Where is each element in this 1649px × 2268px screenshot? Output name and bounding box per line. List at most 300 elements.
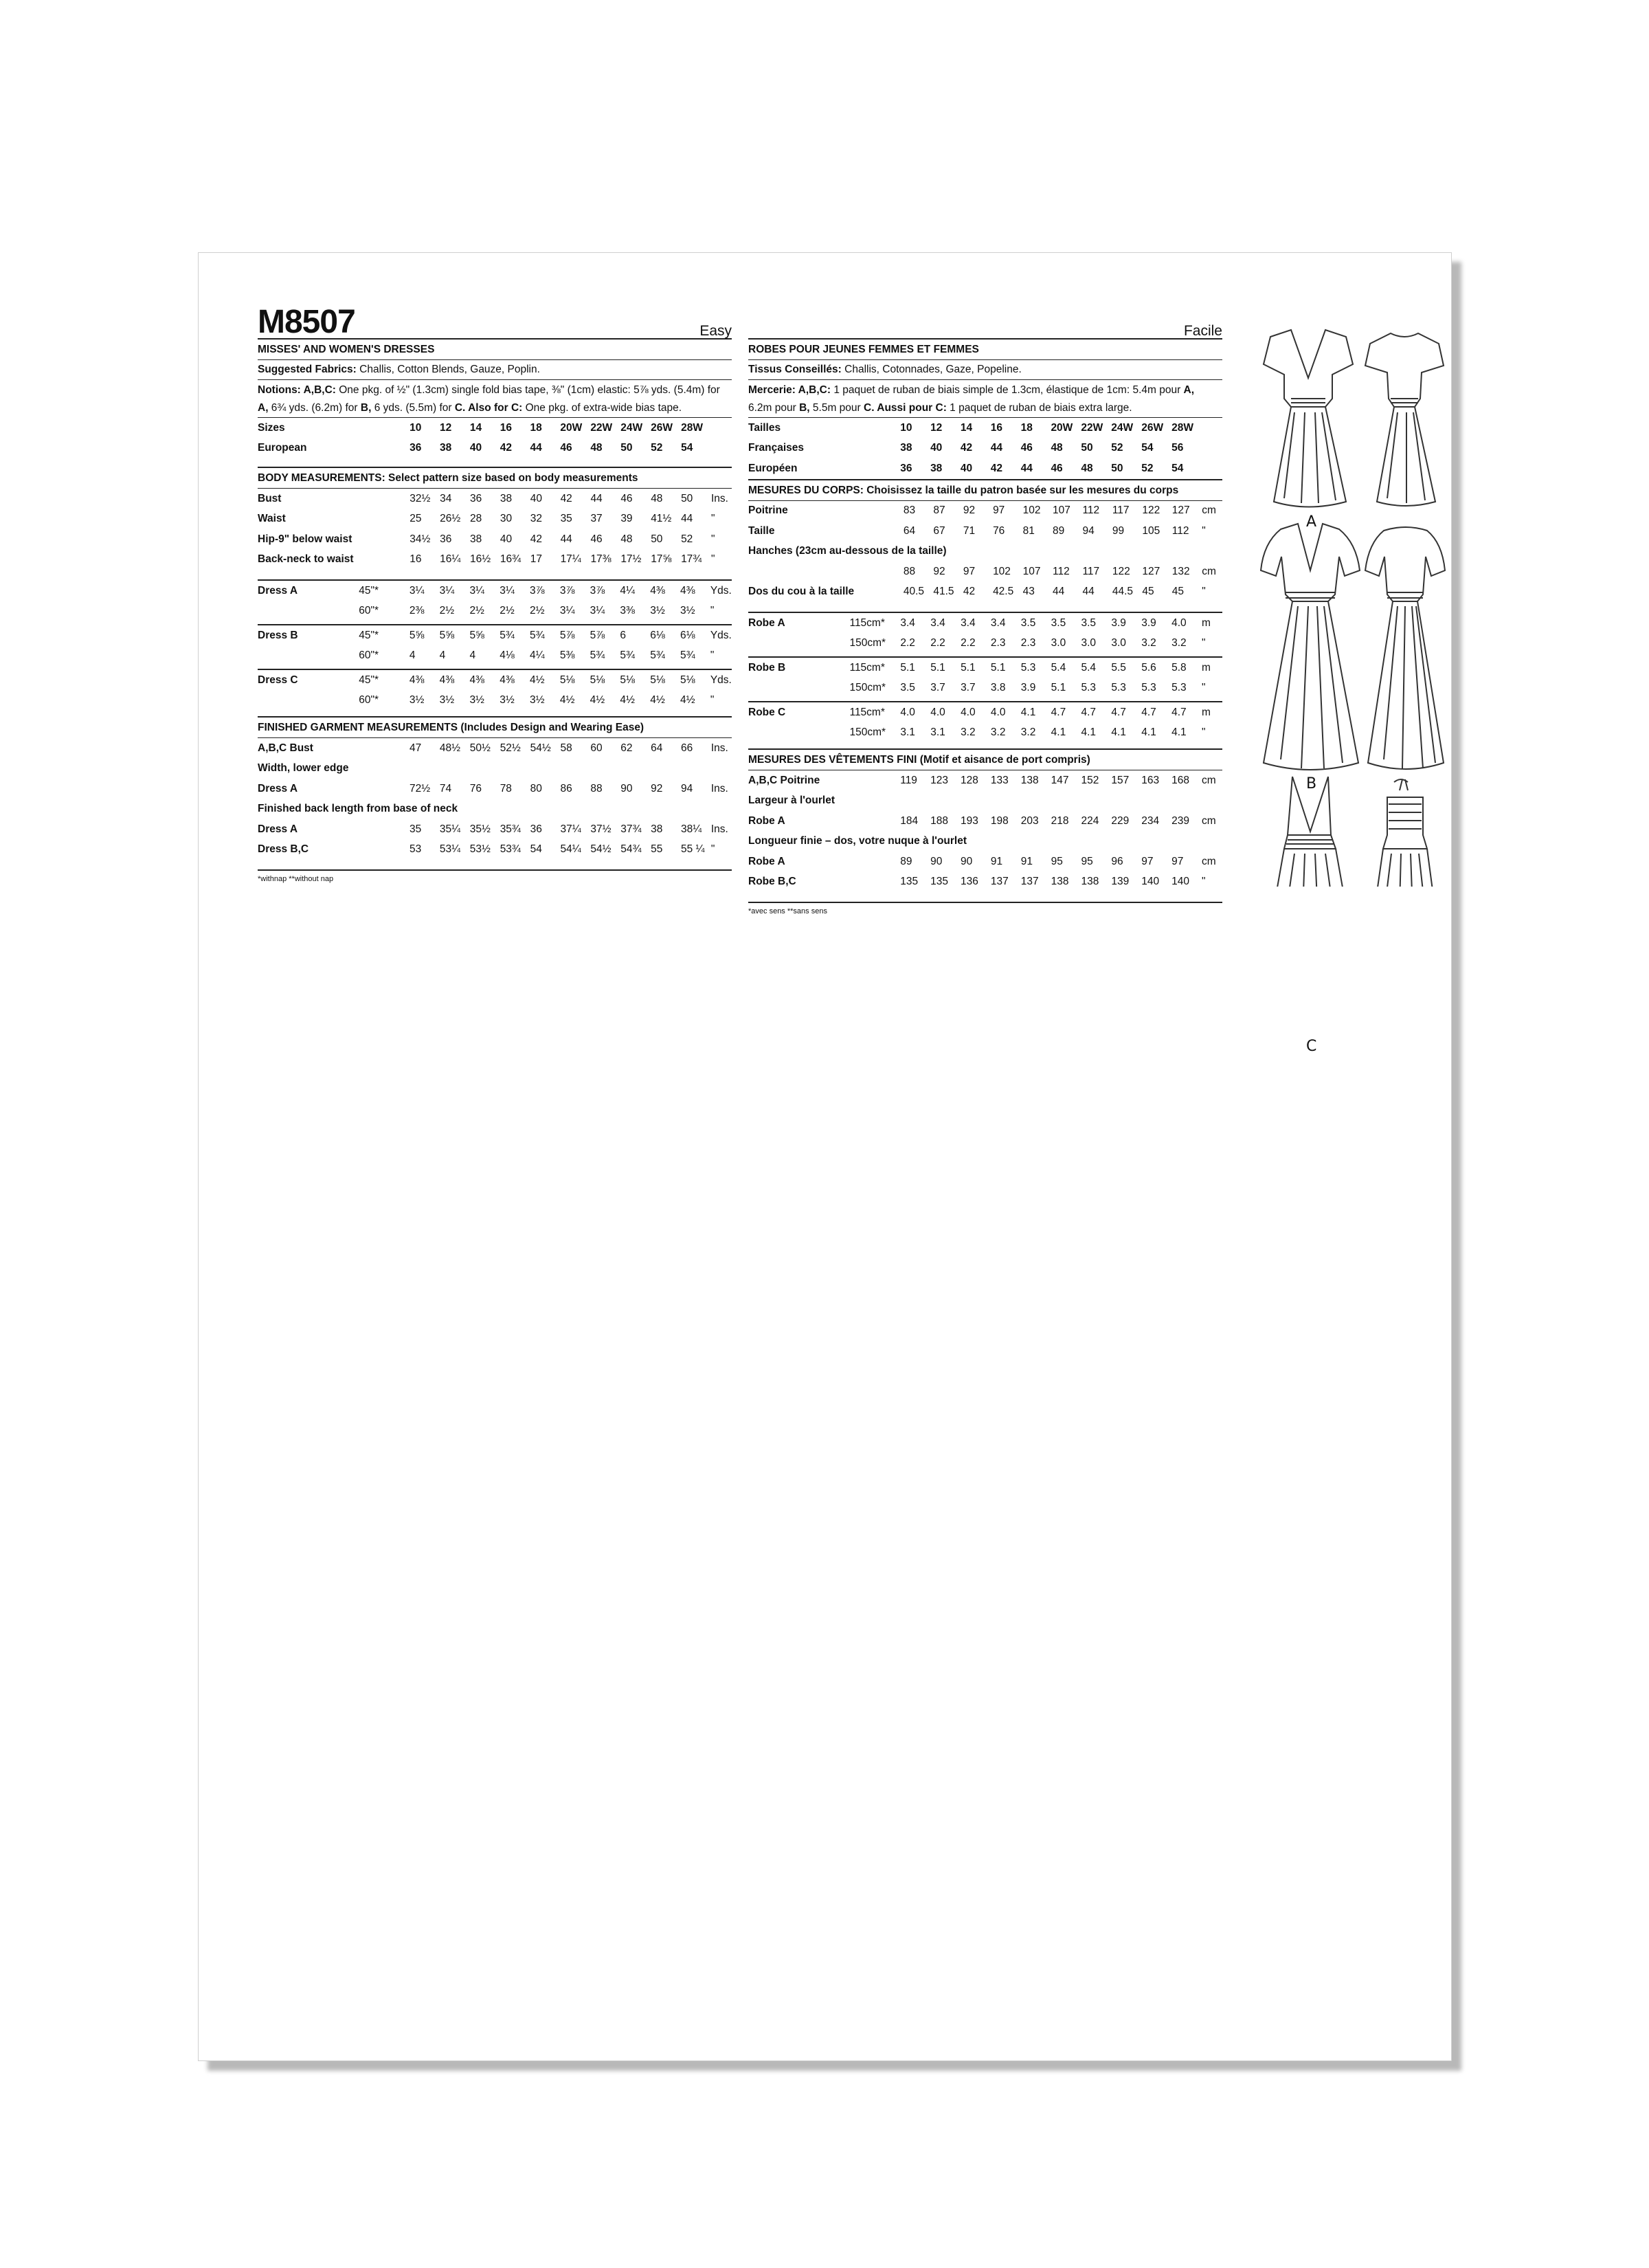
value-cell: 4.7: [1051, 706, 1066, 718]
view-label-c: C: [1306, 1038, 1317, 1055]
value-cell: 5⅞: [559, 629, 575, 641]
value-cell: 184: [900, 814, 919, 827]
view-b-back-drawing: [1365, 527, 1445, 769]
table-row: [258, 646, 732, 667]
yardage-table: [258, 670, 732, 711]
unit-cell: Ins.: [710, 823, 728, 835]
spacer-cell: [850, 458, 901, 479]
row-label: A,B,C Poitrine: [748, 774, 820, 786]
value-cell: 78: [500, 782, 512, 794]
value-cell: 119: [900, 774, 917, 786]
value-cell: 3.0: [1081, 637, 1097, 649]
value-cell: 26½: [440, 513, 461, 525]
value-cell: 6⅛: [650, 629, 665, 641]
value-cell: 2½: [500, 605, 515, 617]
value-cell: 3.0: [1051, 637, 1066, 649]
value-cell: 50: [1081, 442, 1093, 454]
value-cell: 2.2: [961, 637, 976, 649]
pattern-sheet: [198, 252, 1452, 2061]
spacer-cell: [359, 438, 410, 459]
value-cell: 5.1: [961, 661, 976, 674]
value-cell: 234: [1141, 814, 1160, 827]
value-cell: 92: [651, 782, 663, 794]
value-cell: 18: [1020, 421, 1033, 434]
value-cell: 44.5: [1112, 586, 1133, 598]
value-cell: 72½: [410, 782, 431, 794]
value-cell: 35: [560, 513, 572, 525]
value-cell: 53½: [469, 843, 491, 856]
unit-cell: Yds.: [710, 674, 732, 686]
fabric-width-cell: 150cm*: [849, 682, 886, 694]
value-cell: 4.7: [1081, 706, 1097, 718]
unit-cell: m: [1201, 616, 1211, 629]
value-cell: 4.0: [900, 706, 915, 718]
view-a-front-drawing: [1264, 330, 1353, 507]
value-cell: 4.1: [1111, 726, 1126, 739]
unit-cell: cm: [1202, 504, 1216, 517]
value-cell: 37¼: [560, 823, 581, 835]
value-cell: 4.0: [1171, 616, 1187, 629]
table-row: [748, 438, 1222, 459]
table-row: [258, 601, 732, 622]
value-cell: 4⅜: [409, 674, 425, 686]
table-row: [748, 770, 1222, 791]
value-cell: 3.1: [930, 726, 945, 739]
value-cell: 3.4: [930, 616, 945, 629]
value-cell: 3¼: [469, 584, 484, 597]
value-cell: 24W: [620, 421, 643, 434]
value-cell: 36: [530, 823, 542, 835]
value-cell: 44: [990, 442, 1002, 454]
value-cell: 5⅜: [559, 649, 575, 662]
footnote: *withnap **without nap: [258, 875, 334, 883]
spacer-cell: [854, 521, 904, 542]
table-row: [748, 418, 1222, 438]
value-cell: 38: [930, 462, 943, 474]
value-cell: 88: [903, 565, 916, 577]
finished-measurements-table: [258, 738, 732, 860]
value-cell: 55 ¼: [680, 843, 705, 856]
fabric-width-cell: 115cm*: [849, 706, 885, 718]
value-cell: 50½: [469, 742, 491, 754]
value-cell: 3.7: [930, 682, 945, 694]
value-cell: 32: [530, 513, 543, 525]
value-cell: 37¾: [620, 823, 642, 835]
value-cell: 90: [620, 782, 633, 794]
value-cell: 17¼: [560, 553, 581, 566]
value-cell: 12: [440, 421, 452, 434]
value-cell: 20W: [1051, 421, 1073, 434]
table-row: [258, 819, 732, 840]
table-row: [258, 418, 732, 438]
value-cell: 4.1: [1020, 706, 1036, 718]
value-cell: 3.5: [1081, 616, 1097, 629]
value-cell: 52: [1141, 462, 1154, 474]
footnote-fr: *avec sens **sans sens: [748, 907, 827, 915]
spacer-cell: [711, 438, 732, 459]
value-cell: 17½: [620, 553, 642, 566]
value-cell: 193: [960, 814, 978, 827]
row-label: [748, 634, 849, 654]
value-cell: 54: [681, 442, 693, 454]
value-cell: 4⅛: [500, 649, 515, 662]
body-measurements-heading: BODY MEASUREMENTS: Select pattern size based on body measurements: [258, 472, 638, 484]
value-cell: 107: [1022, 565, 1041, 577]
value-cell: 112: [1171, 524, 1189, 537]
value-cell: 3½: [500, 694, 515, 707]
value-cell: 99: [1112, 524, 1125, 537]
yardage-section: [258, 579, 732, 716]
value-cell: 26W: [651, 421, 673, 434]
unit-cell: m: [1201, 706, 1211, 718]
value-cell: 17: [530, 553, 543, 566]
value-cell: 5.3: [1111, 682, 1126, 694]
view-drawings: [1243, 323, 1449, 1120]
row-label: [258, 601, 359, 622]
table-row: [258, 581, 732, 601]
yardage-table: [748, 658, 1222, 698]
value-cell: 28W: [1171, 421, 1193, 434]
value-cell: 40: [530, 492, 543, 504]
fabric-width-cell: 60"*: [359, 649, 379, 662]
spacer-cell: [359, 738, 410, 759]
row-label: Hip-9" below waist: [258, 533, 352, 545]
value-cell: 203: [1020, 814, 1039, 827]
value-cell: 16¾: [500, 553, 521, 566]
value-cell: 137: [990, 876, 1009, 888]
value-cell: 64: [651, 742, 663, 754]
value-cell: 80: [530, 782, 542, 794]
value-cell: 37½: [590, 823, 612, 835]
fabric-width-cell: 150cm*: [849, 726, 886, 739]
value-cell: 138: [1020, 774, 1039, 786]
value-cell: 37: [590, 513, 603, 525]
value-cell: 4: [409, 649, 416, 662]
spacer-cell: [854, 562, 904, 582]
value-cell: 91: [990, 855, 1003, 867]
spacer-cell: [359, 779, 410, 799]
value-cell: 5⅛: [590, 674, 605, 686]
spacer-cell: [359, 550, 410, 570]
value-cell: 83: [903, 504, 916, 517]
value-cell: 117: [1112, 504, 1130, 517]
row-label: Longueur finie – dos, votre nuque à l'ourlet: [748, 835, 967, 847]
value-cell: 3¼: [590, 605, 605, 617]
table-row: [258, 509, 732, 530]
value-cell: 35: [410, 823, 422, 835]
value-cell: 3½: [469, 694, 484, 707]
suggested-fabrics-fr: Tissus Conseillés: Challis, Cotonnades, Gaze, Popeline.: [748, 364, 1022, 375]
value-cell: 24W: [1111, 421, 1134, 434]
notions-fr: Mercerie: A,B,C: 1 paquet de ruban de biais simple de 1.3cm, élastique de 1cm: 5.4m pour A, 6.2m pour B, 5.5m pour C. Aussi pour C: 1 paquet de ruban de biais extra large.: [748, 384, 1195, 414]
value-cell: 20W: [560, 421, 583, 434]
value-cell: 4.7: [1171, 706, 1187, 718]
value-cell: 36: [900, 462, 912, 474]
value-cell: 94: [1082, 524, 1095, 537]
yardage-table: [258, 581, 732, 621]
table-row: [748, 791, 1222, 812]
value-cell: 3⅞: [559, 584, 575, 597]
suggested-fabrics: Suggested Fabrics: Challis, Cotton Blends, Gauze, Poplin.: [258, 364, 540, 375]
value-cell: 95: [1051, 855, 1063, 867]
row-label: Width, lower edge: [258, 762, 349, 775]
french-column: [748, 304, 1222, 915]
value-cell: 3½: [409, 694, 425, 707]
row-label: Dress A: [258, 782, 298, 794]
value-cell: 3.2: [1020, 726, 1036, 739]
unit-cell: ": [710, 843, 715, 856]
value-cell: 4½: [620, 694, 635, 707]
unit-cell: ": [1202, 524, 1206, 537]
value-cell: 46: [1020, 442, 1033, 454]
value-cell: 34: [440, 492, 452, 504]
value-cell: 46: [620, 492, 633, 504]
row-label: Dress B: [258, 629, 298, 641]
spacer-cell: [1202, 458, 1222, 479]
unit-cell: ": [1202, 586, 1206, 598]
value-cell: 97: [993, 504, 1005, 517]
value-cell: 44: [681, 513, 693, 525]
unit-cell: cm: [1201, 814, 1216, 827]
value-cell: 6⅛: [680, 629, 695, 641]
value-cell: 38: [900, 442, 912, 454]
yardage-table: [748, 613, 1222, 654]
value-cell: 52: [681, 533, 693, 545]
value-cell: 48: [620, 533, 633, 545]
row-label: Tailles: [748, 421, 781, 434]
value-cell: 4¼: [530, 649, 545, 662]
value-cell: 42: [960, 442, 973, 454]
value-cell: 50: [1111, 462, 1123, 474]
spacer-cell: [850, 438, 901, 459]
value-cell: 74: [439, 782, 452, 794]
value-cell: 3½: [530, 694, 545, 707]
pattern-title-fr: ROBES POUR JEUNES FEMMES ET FEMMES: [748, 344, 979, 355]
row-label: [258, 646, 359, 667]
value-cell: 42: [530, 533, 543, 545]
row-label: Bust: [258, 492, 282, 504]
row-label: Dress A: [258, 823, 298, 835]
value-cell: 67: [933, 524, 945, 537]
row-label: Robe A: [748, 855, 785, 867]
value-cell: 40.5: [903, 586, 924, 598]
spacer-cell: [850, 872, 901, 893]
value-cell: 94: [680, 782, 693, 794]
row-label: Robe B,C: [748, 876, 796, 888]
spacer-cell: [359, 509, 410, 530]
value-cell: 140: [1141, 876, 1160, 888]
value-cell: 122: [1112, 565, 1130, 577]
value-cell: 3.1: [900, 726, 915, 739]
value-cell: 5¾: [530, 629, 545, 641]
value-cell: 12: [930, 421, 943, 434]
view-c-front-drawing: [1257, 777, 1363, 887]
value-cell: 135: [930, 876, 948, 888]
fabric-width-cell: 60"*: [359, 605, 379, 617]
row-label: Robe C: [748, 706, 786, 718]
value-cell: 30: [500, 513, 513, 525]
value-cell: 4½: [559, 694, 575, 707]
value-cell: 3½: [439, 694, 455, 707]
value-cell: 4⅜: [680, 584, 695, 597]
value-cell: 54: [530, 843, 542, 856]
value-cell: 3¼: [439, 584, 455, 597]
yardage-table: [258, 625, 732, 666]
value-cell: 38: [470, 533, 482, 545]
value-cell: 86: [560, 782, 572, 794]
fabric-width-cell: 45"*: [359, 584, 379, 597]
value-cell: 128: [960, 774, 978, 786]
value-cell: 5⅝: [409, 629, 425, 641]
row-label: [748, 562, 854, 582]
spacer-cell: [850, 770, 901, 791]
value-cell: 71: [963, 524, 976, 537]
value-cell: 50: [620, 442, 633, 454]
value-cell: 35½: [469, 823, 491, 835]
value-cell: 147: [1051, 774, 1069, 786]
row-label: Waist: [258, 513, 286, 525]
value-cell: 54¾: [620, 843, 642, 856]
table-row: [258, 779, 732, 799]
finished-measurements-heading: FINISHED GARMENT MEASUREMENTS (Includes Design and Wearing Ease): [258, 722, 644, 733]
value-cell: 4⅜: [650, 584, 665, 597]
value-cell: 92: [933, 565, 945, 577]
spacer-cell: [359, 489, 410, 509]
value-cell: 4½: [680, 694, 695, 707]
value-cell: 5.3: [1081, 682, 1097, 694]
unit-cell: ": [1201, 637, 1206, 649]
unit-cell: ": [1201, 726, 1206, 739]
value-cell: 81: [1022, 524, 1035, 537]
value-cell: 123: [930, 774, 948, 786]
value-cell: 5.8: [1171, 661, 1187, 674]
value-cell: 54¼: [560, 843, 581, 856]
value-cell: 28: [470, 513, 482, 525]
value-cell: 5.6: [1141, 661, 1156, 674]
value-cell: 97: [1171, 855, 1184, 867]
value-cell: 3.9: [1141, 616, 1156, 629]
value-cell: 3.4: [961, 616, 976, 629]
value-cell: 52: [651, 442, 663, 454]
row-label: A,B,C Bust: [258, 742, 313, 754]
value-cell: 55: [651, 843, 663, 856]
value-cell: 44: [560, 533, 572, 545]
spacer-cell: [850, 811, 901, 832]
value-cell: 42: [560, 492, 572, 504]
value-cell: 18: [530, 421, 542, 434]
value-cell: 5.3: [1141, 682, 1156, 694]
value-cell: 22W: [590, 421, 613, 434]
value-cell: 4.1: [1081, 726, 1097, 739]
value-cell: 4.0: [961, 706, 976, 718]
value-cell: 4⅜: [469, 674, 484, 686]
table-row: [258, 489, 732, 509]
value-cell: 40: [960, 462, 973, 474]
value-cell: 3.4: [990, 616, 1006, 629]
value-cell: 5¾: [500, 629, 515, 641]
value-cell: 38¼: [680, 823, 702, 835]
value-cell: 4½: [530, 674, 545, 686]
value-cell: 91: [1020, 855, 1033, 867]
value-cell: 76: [993, 524, 1005, 537]
value-cell: 38: [500, 492, 513, 504]
value-cell: 66: [680, 742, 693, 754]
pattern-code: M8507: [258, 304, 355, 340]
table-row: [258, 550, 732, 570]
unit-cell: cm: [1201, 855, 1216, 867]
value-cell: 3.9: [1020, 682, 1036, 694]
value-cell: 157: [1111, 774, 1130, 786]
value-cell: 2.3: [1020, 637, 1036, 649]
table-row: [258, 840, 732, 860]
table-row: [748, 702, 1222, 723]
value-cell: 5.1: [900, 661, 915, 674]
unit-cell: ": [710, 553, 715, 566]
value-cell: 112: [1053, 565, 1070, 577]
value-cell: 3.5: [900, 682, 915, 694]
value-cell: 107: [1053, 504, 1070, 517]
unit-cell: Ins.: [710, 782, 728, 794]
row-label: Sizes: [258, 421, 285, 434]
table-row: [258, 738, 732, 759]
row-label: Dress B,C: [258, 843, 309, 856]
table-row: [748, 658, 1222, 678]
unit-cell: Ins.: [710, 742, 728, 754]
row-label: Européen: [748, 462, 798, 474]
value-cell: 28W: [681, 421, 703, 434]
value-cell: 38: [440, 442, 452, 454]
value-cell: 218: [1051, 814, 1069, 827]
value-cell: 16: [500, 421, 512, 434]
table-row: [748, 811, 1222, 832]
value-cell: 76: [469, 782, 482, 794]
value-cell: 42: [963, 586, 976, 598]
value-cell: 48: [1081, 462, 1093, 474]
value-cell: 52½: [500, 742, 521, 754]
unit-cell: m: [1201, 661, 1211, 674]
value-cell: 138: [1051, 876, 1069, 888]
value-cell: 40: [930, 442, 943, 454]
body-measurements-table: [258, 489, 732, 570]
row-label: Hanches (23cm au-dessous de la taille): [748, 545, 947, 557]
value-cell: 3.4: [900, 616, 915, 629]
body-measurements-table-fr: [748, 501, 1222, 603]
row-label: Dos du cou à la taille: [748, 586, 855, 598]
value-cell: 6: [620, 629, 627, 641]
value-cell: 105: [1142, 524, 1160, 537]
value-cell: 89: [1053, 524, 1065, 537]
row-label: Largeur à l'ourlet: [748, 794, 835, 807]
value-cell: 188: [930, 814, 948, 827]
value-cell: 117: [1082, 565, 1100, 577]
value-cell: 26W: [1141, 421, 1164, 434]
value-cell: 46: [560, 442, 572, 454]
table-row: [258, 691, 732, 711]
value-cell: 5.1: [930, 661, 945, 674]
value-cell: 56: [1171, 442, 1184, 454]
view-c-back-drawing: [1361, 779, 1448, 887]
value-cell: 3.7: [961, 682, 976, 694]
value-cell: 90: [960, 855, 973, 867]
table-row: [748, 678, 1222, 699]
value-cell: 5¾: [590, 649, 605, 662]
value-cell: 4.7: [1111, 706, 1126, 718]
value-cell: 4.1: [1141, 726, 1156, 739]
row-label: Robe B: [748, 661, 786, 674]
value-cell: 46: [1051, 462, 1063, 474]
row-label: Françaises: [748, 442, 804, 454]
value-cell: 97: [1141, 855, 1154, 867]
